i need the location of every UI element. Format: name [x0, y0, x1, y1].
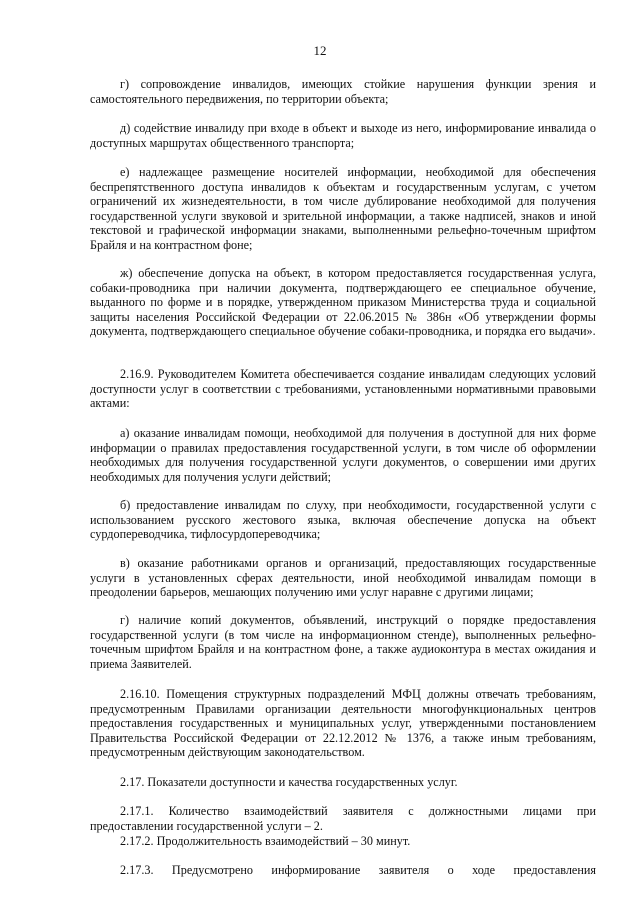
paragraph-2-16-10: [90, 687, 596, 760]
paragraph-text: 2.17.2. Продолжительность взаимодействий – 30 минут.: [120, 834, 411, 848]
paragraph-text: 2.17. Показатели доступности и качества государственных услуг.: [120, 775, 458, 789]
paragraph-text: 2.16.9. Руководителем Комитета обеспечивается создание инвалидам следующих условий доступности услуг в соответствии с требованиями, установленными нормативными правовыми актами:: [90, 367, 596, 411]
paragraph-2-17-2: [90, 834, 596, 849]
paragraph-b-sign-language: [90, 498, 596, 542]
paragraph-2-17: [90, 775, 596, 790]
paragraph-text: г) сопровождение инвалидов, имеющих стойкие нарушения функции зрения и самостоятельного передвижения, по территории объекта;: [90, 77, 596, 106]
paragraph-text: 2.16.10. Помещения структурных подразделений МФЦ должны отвечать требованиям, предусмотренным Правилами организации деятельности многофункциональных центров предоставления государственных и муниципальных услуг, утвержденными постановлением Правительства Российской Федерации от 22.12.2012 № 1376, а также иным требованиям, предусмотренным действующим законодательством.: [90, 687, 596, 760]
paragraph-g-copies: [90, 613, 596, 671]
paragraph-zh-guide-dog: [90, 266, 596, 339]
paragraph-text: 2.17.1. Количество взаимодействий заявителя с должностными лицами при предоставлении государственной услуги – 2.: [90, 804, 596, 833]
paragraph-text: а) оказание инвалидам помощи, необходимой для получения в доступной для них форме информации о правилах предоставления государственной услуги, в том числе об оформлении необходимых для получения государственной услуги документов, о совершении ими других необходимых для получения услуги действий;: [90, 426, 596, 484]
paragraph-g-escort: [90, 77, 596, 106]
page-number: 12: [313, 43, 327, 58]
paragraph-text: ж) обеспечение допуска на объект, в котором предоставляется государственная услуга, собаки-проводника при наличии документа, подтверждающего ее специальное обучение, выданного по форме и в порядке, утвержденном приказом Министерства труда и социальной защиты населения Российской Федерации от 22.06.2015 № 386н «Об утверждении формы документа, подтверждающего специальное обучение собаки-проводника, и порядка его выдачи».: [90, 266, 596, 339]
paragraph-2-16-9: [90, 367, 596, 411]
paragraph-e-information: [90, 165, 596, 253]
paragraph-text: г) наличие копий документов, объявлений, инструкций о порядке предоставления государственной услуги (в том числе на информационном стенде), выполненных рельефно-точечным шрифтом Брайля и на контрастном фоне, а также аудиоконтура в местах ожидания и приема Заявителей.: [90, 613, 596, 671]
paragraph-text: б) предоставление инвалидам по слуху, при необходимости, государственной услуги с использованием русского жестового языка, включая обеспечение допуска на объект сурдопереводчика, тифлосурдопереводчика;: [90, 498, 596, 542]
paragraph-a-help: [90, 426, 596, 484]
paragraph-2-17-1: [90, 804, 596, 833]
paragraph-v-staff-help: [90, 556, 596, 600]
paragraph-text: е) надлежащее размещение носителей информации, необходимой для обеспечения беспрепятственного доступа инвалидов к объектам и государственным услугам, с учетом ограничений их жизнедеятельности, в том числе дублирование необходимой для получения государственной услуги звуковой и зрительной информации, а также надписей, знаков и иной текстовой и графической информации знаками, выполненными рельефно-точечным шрифтом Брайля и на контрастном фоне;: [90, 165, 596, 252]
paragraph-text: д) содействие инвалиду при входе в объект и выходе из него, информирование инвалида о доступных маршрутах общественного транспорта;: [90, 121, 596, 150]
paragraph-text: 2.17.3. Предусмотрено информирование заявителя о ходе предоставления: [120, 863, 596, 877]
paragraph-d-assistance: [90, 121, 596, 150]
paragraph-2-17-3: [90, 863, 596, 878]
paragraph-text: в) оказание работниками органов и организаций, предоставляющих государственные услуги в установленных сферах деятельности, иной необходимой инвалидам помощи в преодолении барьеров, мешающих получению ими услуг наравне с другими лицами;: [90, 556, 596, 600]
